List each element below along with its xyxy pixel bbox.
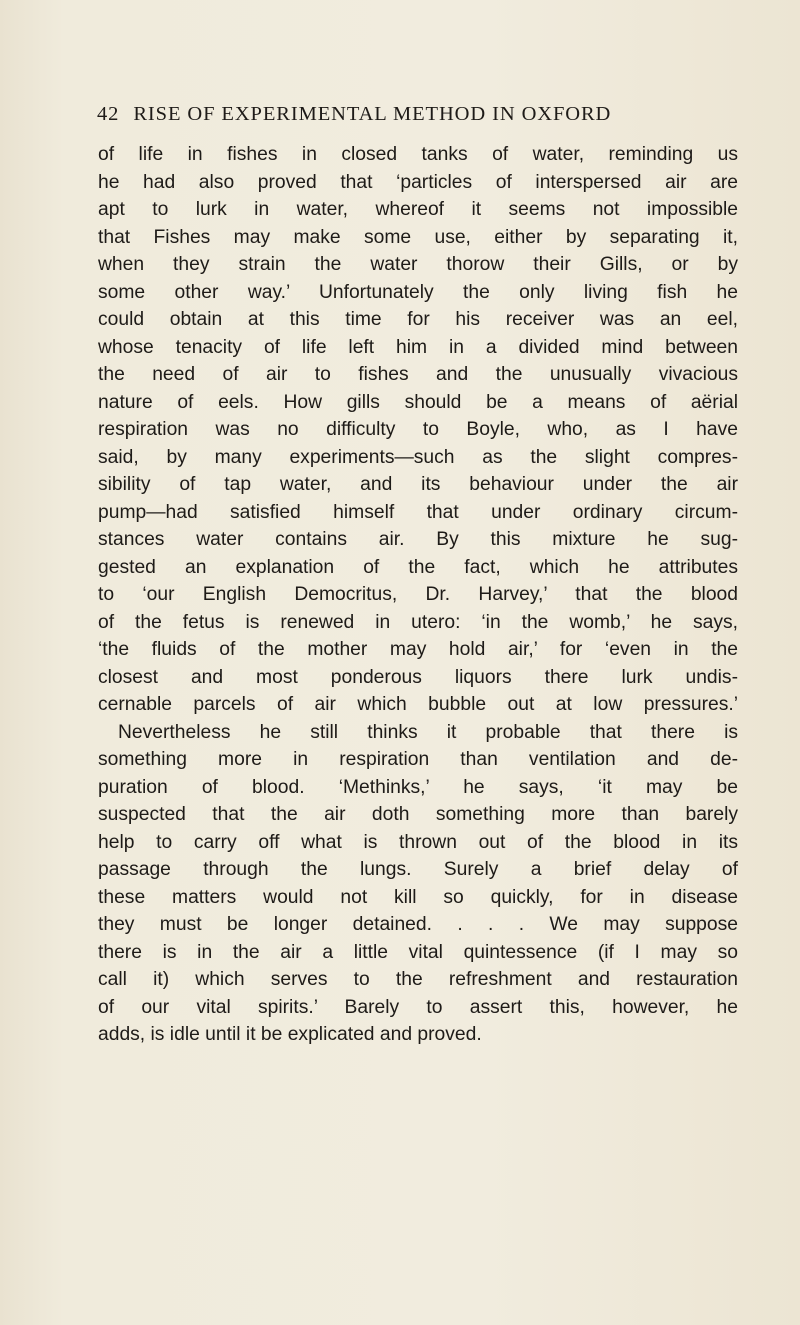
text-line: whose tenacity of life left him in a divided mind between	[98, 336, 738, 358]
text-line: gested an explanation of the fact, which he attributes	[98, 556, 738, 578]
text-line: these matters would not kill so quickly, for in disease	[98, 886, 738, 908]
text-line: apt to lurk in water, whereof it seems not impossible	[98, 199, 738, 220]
text-line: puration of blood. ‘Methinks,’ he says, ‘it may be	[98, 776, 738, 798]
page-number: 42	[97, 103, 120, 125]
text-line: call it) which serves to the refreshment and restauration	[98, 969, 738, 990]
text-line: that Fishes may make some use, either by separating it,	[98, 226, 738, 248]
text-line: nature of eels. How gills should be a means of aërial	[98, 391, 738, 413]
running-head	[97, 103, 737, 126]
text-line: there is in the air a little vital quintessence (if I may so	[98, 941, 738, 963]
text-line: Nevertheless he still thinks it probable that there is	[118, 721, 738, 743]
text-line: the need of air to fishes and the unusually vivacious	[98, 364, 738, 385]
text-line: cernable parcels of air which bubble out at low pressures.’	[98, 694, 738, 715]
text-line: of life in fishes in closed tanks of water, reminding us	[98, 144, 738, 165]
text-line: passage through the lungs. Surely a brief delay of	[98, 859, 738, 880]
text-line: he had also proved that ‘particles of interspersed air are	[98, 171, 738, 193]
text-line: some other way.’ Unfortunately the only living fish he	[98, 281, 738, 303]
text-line: sibility of tap water, and its behaviour under the air	[98, 474, 738, 495]
text-line: respiration was no difficulty to Boyle, who, as I have	[98, 419, 738, 440]
text-line: they must be longer detained. . . . We may suppose	[98, 914, 738, 935]
text-line: of the fetus is renewed in utero: ‘in the womb,’ he says,	[98, 611, 738, 633]
text-line: to ‘our English Democritus, Dr. Harvey,’ that the blood	[98, 584, 738, 605]
text-line: ‘the fluids of the mother may hold air,’ for ‘even in the	[98, 639, 738, 660]
running-title: RISE OF EXPERIMENTAL METHOD IN OXFORD	[133, 103, 612, 125]
text-line: stances water contains air. By this mixture he sug-	[98, 529, 738, 550]
text-line: pump—had satisfied himself that under ordinary circum-	[98, 501, 738, 523]
text-line: could obtain at this time for his receiver was an eel,	[98, 309, 738, 330]
text-line: said, by many experiments—such as the slight compres-	[98, 446, 738, 468]
text-line: of our vital spirits.’ Barely to assert this, however, he	[98, 996, 738, 1018]
text-line: suspected that the air doth something more than barely	[98, 804, 738, 825]
text-line: closest and most ponderous liquors there lurk undis-	[98, 666, 738, 688]
text-line: help to carry off what is thrown out of the blood in its	[98, 831, 738, 853]
text-line: adds, is idle until it be explicated and proved.	[98, 1024, 482, 1045]
text-line: when they strain the water thorow their Gills, or by	[98, 254, 738, 275]
text-line: something more in respiration than ventilation and de-	[98, 749, 738, 770]
body-text	[98, 141, 738, 1049]
